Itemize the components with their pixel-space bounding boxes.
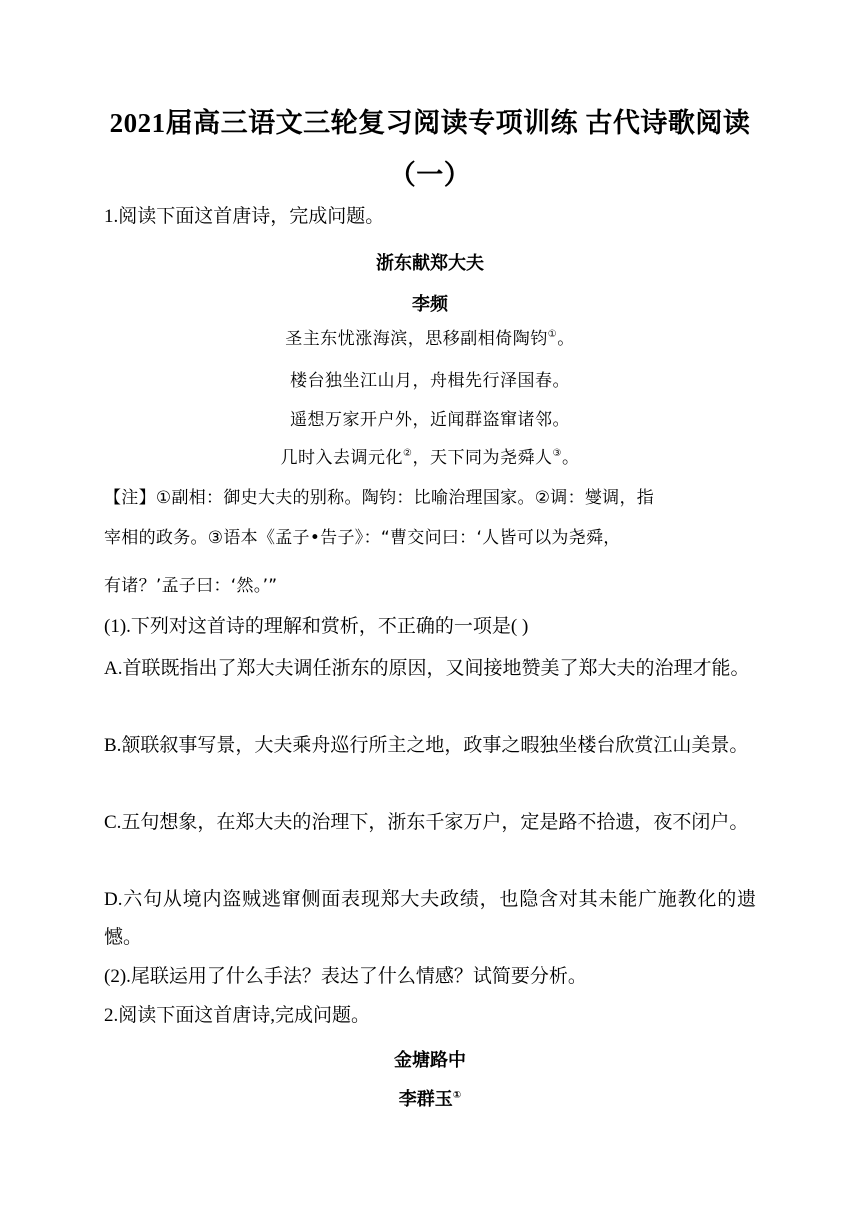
q2-poem-title: 金塘路中: [394, 1050, 466, 1071]
q1-poem-title: 浙东献郑大夫: [376, 253, 484, 274]
q1-sub-question-2: (2).尾联运用了什么手法？表达了什么情感？试简要分析。: [104, 966, 587, 987]
q1-poem-author: 李频: [412, 294, 448, 315]
q2-intro: 2.阅读下面这首唐诗,完成问题。: [104, 1005, 371, 1026]
q2-poem-author: 李群玉①: [398, 1089, 462, 1110]
q1-poem-line-1: 圣主东忧涨海滨，思移副相倚陶钧①。: [285, 329, 575, 349]
option-d: D.六句从境内盗贼逃窜侧面表现郑大夫政绩，也隐含对其未能广施教化的遗憾。: [104, 889, 756, 948]
option-a: A.首联既指出了郑大夫调任浙东的原因，又间接地赞美了郑大夫的治理才能。: [104, 658, 750, 679]
doc-title-line2: （一）: [388, 160, 472, 190]
option-b: B.颔联叙事写景，大夫乘舟巡行所主之地，政事之暇独坐楼台欣赏江山美景。: [104, 735, 749, 756]
q1-note-line-1: 【注】①副相：御史大夫的别称。陶钧：比喻治理国家。②调：燮调，指: [104, 488, 655, 508]
q1-note-line-3: 有诸？’孟子曰：‘然。’”: [104, 576, 278, 596]
q1-sub-question-1: (1).下列对这首诗的理解和赏析，不正确的一项是( ): [104, 616, 529, 637]
footnote-mark-q2: ①: [452, 1090, 462, 1101]
q1-intro: 1.阅读下面这首唐诗，完成问题。: [104, 206, 385, 227]
q1-note-line-2: 宰相的政务。③语本《孟子•告子》：“曹交问曰：‘人皆可以为尧舜，: [104, 528, 621, 548]
doc-title-line1: 2021届高三语文三轮复习阅读专项训练 古代诗歌阅读: [109, 108, 751, 138]
footnote-mark-2: ②: [403, 448, 413, 459]
q1-poem-line-3: 遥想万家开户外，近闻群盗窜诸邻。: [290, 410, 570, 430]
option-c: C.五句想象，在郑大夫的治理下，浙东千家万户，定是路不拾遗，夜不闭户。: [104, 812, 749, 833]
footnote-mark-1: ①: [547, 329, 558, 340]
q1-poem-line-2: 楼台独坐江山月，舟楫先行泽国春。: [290, 371, 570, 391]
q1-poem-line-4: 几时入去调元化②，天下同为尧舜人③。: [280, 448, 580, 468]
footnote-mark-3: ③: [552, 448, 562, 459]
